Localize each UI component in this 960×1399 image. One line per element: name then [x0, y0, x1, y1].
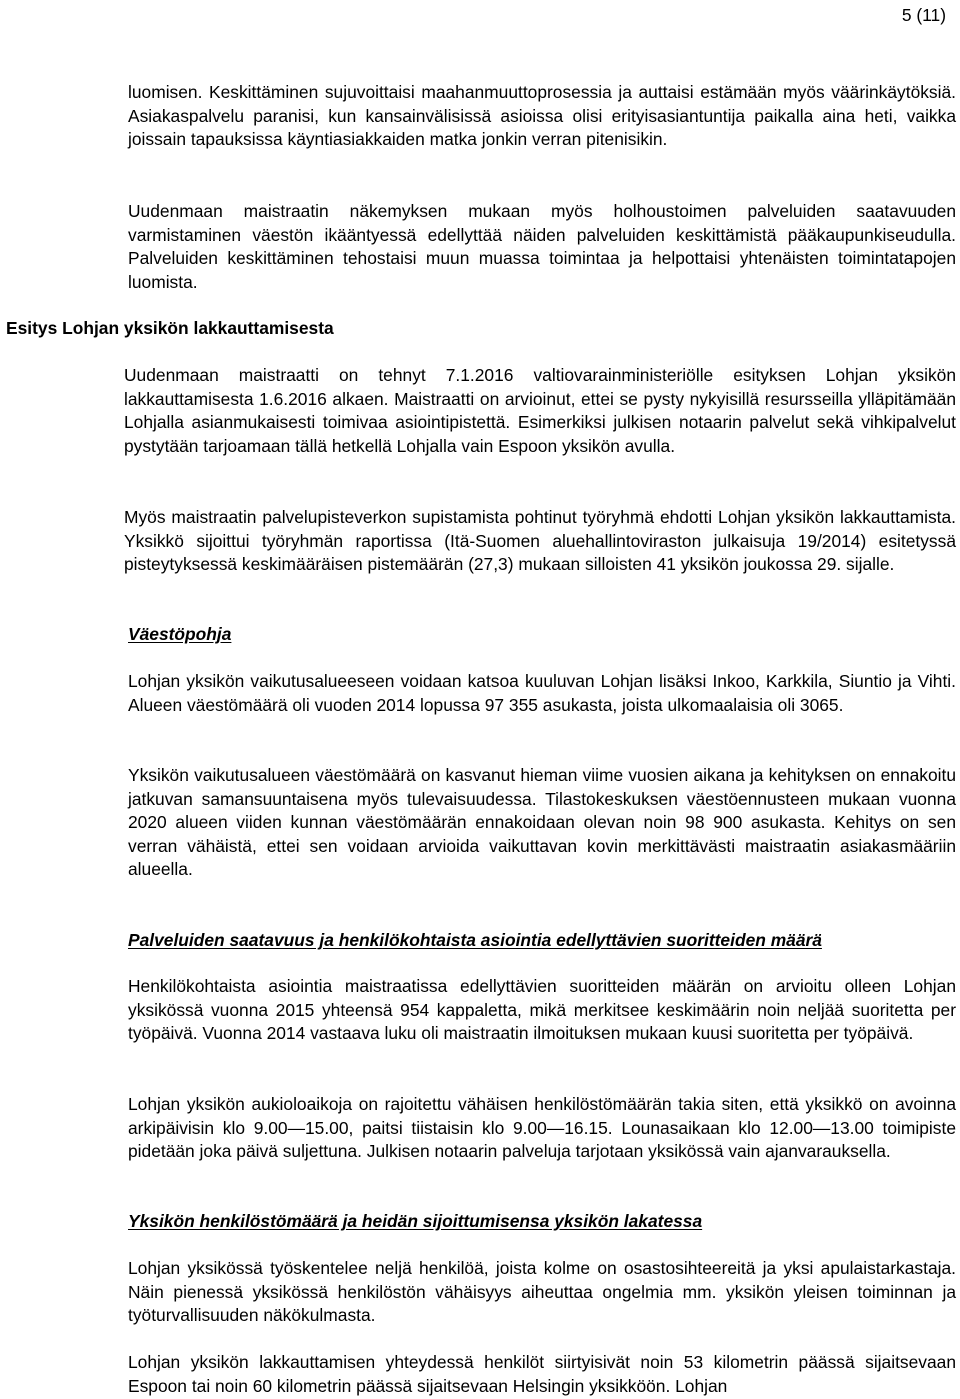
- paragraph-guardianship-services: Uudenmaan maistraatin näkemyksen mukaan myös holhoustoimen palveluiden saatavuuden varmistaminen väestön ikääntyessä edellyttää näiden palveluiden keskittämistä pääkaupunkiseudulla. Palveluiden keskittäminen tehostaisi muun muassa toimintaa ja helpottaisi yhtenäisten toimintatapojen luomista.: [128, 201, 956, 292]
- page-number: 5 (11): [901, 5, 946, 25]
- paragraph-staff-count: Lohjan yksikössä työskentelee neljä henkilöä, joista kolme on osastosihteereitä ja yksi apulaistarkastaja. Näin pienessä yksikössä henkilöstön vähäisyys aiheuttaa ongelmia mm. yksikön yleisen toiminnan ja työturvallisuuden näkökulmasta.: [128, 1258, 956, 1326]
- section-heading-proposal: Esitys Lohjan yksikön lakkauttamisesta: [6, 318, 334, 338]
- paragraph-opening-hours: Lohjan yksikön aukioloaikoja on rajoitettu vähäisen henkilöstömäärän takia siten, että yksikkö on avoinna arkipäivisin klo 9.00—15.00, paitsi tiistaisin klo 9.00—16.15. Lounasaikaan klo 12.00—13.00 toimipiste pidetään joka päivä suljettuna. Julkisen notaarin palveluja tarjotaan yksikössä vain ajanvarauksella.: [128, 1094, 956, 1162]
- paragraph-service-area: Lohjan yksikön vaikutusalueeseen voidaan katsoa kuuluvan Lohjan lisäksi Inkoo, Karkkila, Siuntio ja Vihti. Alueen väestömäärä oli vuoden 2014 lopussa 97 355 asukasta, joista ulkomaalaisia oli 3065.: [128, 671, 956, 715]
- subheading-staffing: Yksikön henkilöstömäärä ja heidän sijoittumisensa yksikön lakatessa: [128, 1211, 703, 1231]
- paragraph-centralization-benefits: luomisen. Keskittäminen sujuvoittaisi maahanmuuttoprosessia ja auttaisi estämään myös väärinkäytöksiä. Asiakaspalvelu paranisi, kun kansainvälisissä asioissa olisi erityisasiantuntija paikalla aina heti, vaikka joissain tapauksissa käyntiasiakkaiden matka jonkin verran pitenisikin.: [128, 82, 956, 150]
- paragraph-workgroup-report: Myös maistraatin palvelupisteverkon supistamista pohtinut työryhmä ehdotti Lohjan yksikön lakkauttamista. Yksikkö sijoittui työryhmän raportissa (Itä-Suomen aluehallintoviraston julkaisuja 19/2014) esitetyssä pisteytyksessä keskimääräisen pistemäärän (27,3) mukaan silloisten 41 yksikön joukossa 29. sijalle.: [124, 507, 956, 575]
- paragraph-population-trend: Yksikön vaikutusalueen väestömäärä on kasvanut hieman viime vuosien aikana ja kehityksen on ennakoitu jatkuvan samansuuntaisena myös tulevaisuudessa. Tilastokeskuksen väestöennusteen mukaan vuonna 2020 alueen viiden kunnan väestömäärän ennakoidaan olevan noin 98 900 asukasta. Kehitys on sen verran vähäistä, ettei sen voidaan arvioida vaikuttavan kovin merkittävästi maistraatin asiakasmääriin alueella.: [128, 765, 956, 880]
- paragraph-staff-relocation: Lohjan yksikön lakkauttamisen yhteydessä henkilöt siirtyisivät noin 53 kilometrin päässä sijaitsevaan Espoon tai noin 60 kilometrin päässä sijaitsevaan Helsingin yksikköön. Lohjan: [128, 1352, 956, 1396]
- paragraph-transaction-volume: Henkilökohtaista asiointia maistraatissa edellyttävien suoritteiden määrän on arvioitu olleen Lohjan yksikössä vuonna 2015 yhteensä 954 kappaletta, mikä merkitsee keskimäärin noin neljää suoritetta per työpäivä. Vuonna 2014 vastaava luku oli maistraatin ilmoituksen mukaan kuusi suoritetta per työpäivä.: [128, 976, 956, 1044]
- subheading-service-availability: Palveluiden saatavuus ja henkilökohtaista asiointia edellyttävien suoritteiden määrä: [128, 930, 822, 950]
- paragraph-proposal-details: Uudenmaan maistraatti on tehnyt 7.1.2016 valtiovarainministeriölle esityksen Lohjan yksikön lakkauttamisesta 1.6.2016 alkaen. Maistraatti on arvioinut, ettei se pysty nykyisillä resursseilla ylläpitämään Lohjalla asianmukaisesti toimivaa asiointipistettä. Esimerkiksi julkisen notaarin palvelut sekä vihkipalvelut pystytään tarjoamaan tällä hetkellä Lohjalla vain Espoon yksikön avulla.: [124, 365, 956, 456]
- subheading-population-base: Väestöpohja: [128, 624, 232, 644]
